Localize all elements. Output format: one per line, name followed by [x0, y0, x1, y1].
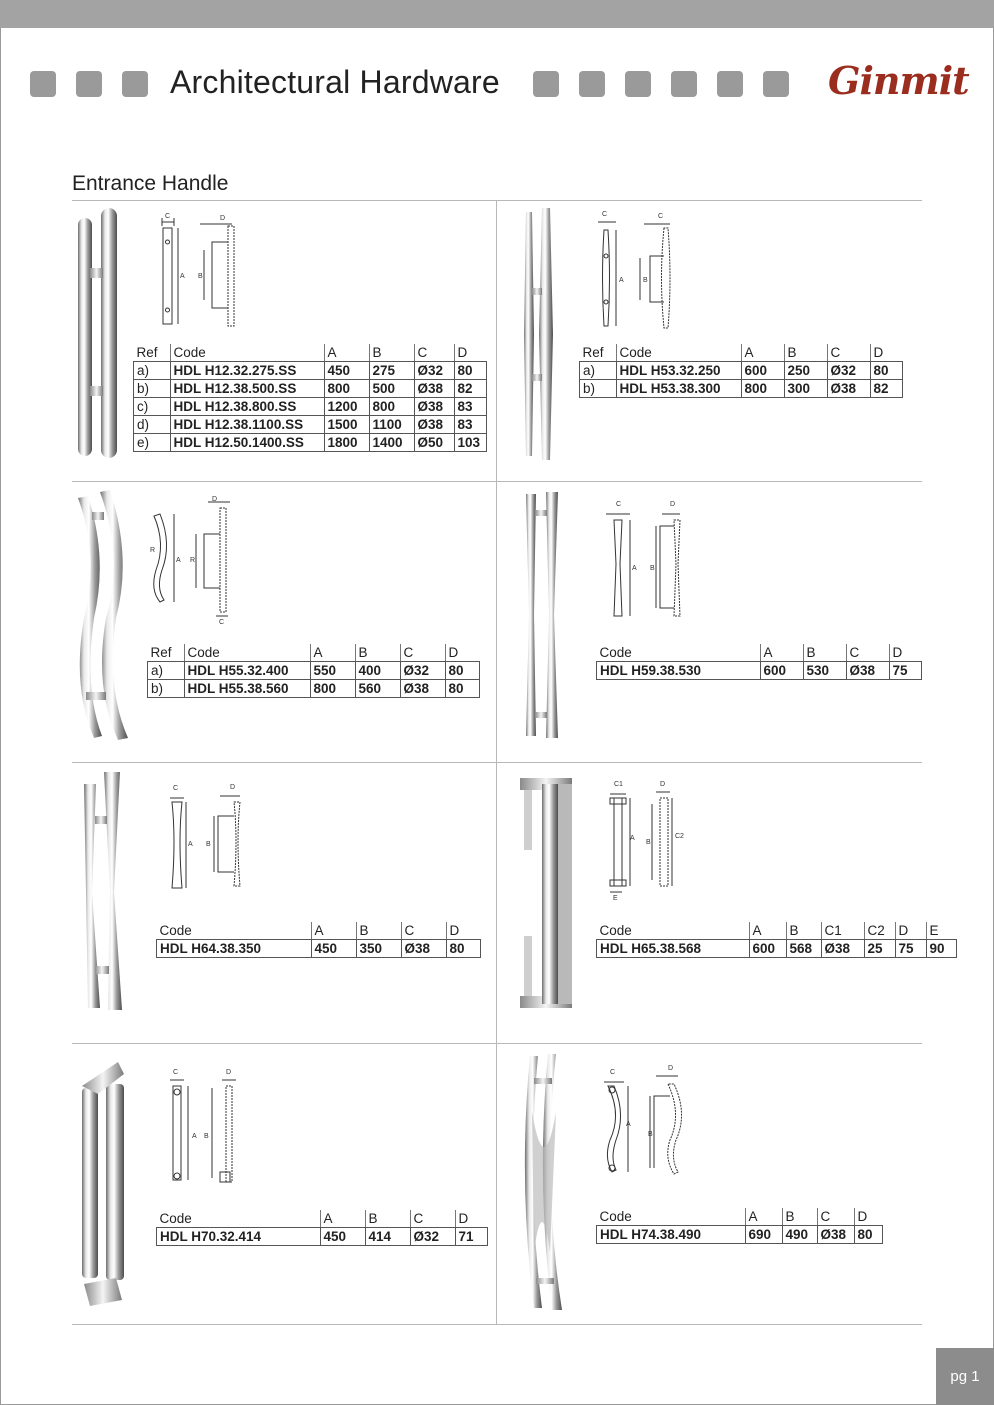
dim-label: C	[610, 1069, 616, 1076]
table-header: B	[369, 344, 414, 362]
dim-label: A	[180, 273, 185, 280]
table-cell: Ø38	[827, 380, 870, 398]
dim-label: A	[619, 277, 624, 284]
table-header: B	[355, 644, 400, 662]
dim-label: C	[658, 213, 664, 220]
table-header: D	[455, 1210, 488, 1228]
dimension-drawing	[160, 1066, 244, 1190]
table-cell: 1200	[324, 398, 369, 416]
table-header: Ref	[134, 344, 171, 362]
table-header-row	[597, 1208, 883, 1226]
dimension-drawing	[600, 778, 692, 902]
table-cell: 90	[926, 940, 957, 958]
table-cell: Ø38	[846, 662, 889, 680]
table-cell: 75	[889, 662, 922, 680]
table-cell: 82	[454, 380, 487, 398]
table-cell: 80	[445, 662, 480, 680]
spec-table	[133, 344, 487, 452]
divider	[72, 481, 922, 482]
table-header: C	[827, 344, 870, 362]
table-cell: a)	[148, 662, 185, 680]
handle-photo	[520, 1052, 568, 1312]
table-cell: c)	[134, 398, 171, 416]
table-header: Code	[616, 344, 741, 362]
table-cell: e)	[134, 434, 171, 452]
table-cell: HDL H64.38.350	[157, 940, 312, 958]
table-cell: HDL H12.38.1100.SS	[170, 416, 324, 434]
dim-label: A	[630, 835, 635, 842]
header-square	[30, 71, 56, 97]
spec-table	[579, 344, 903, 398]
table-row	[597, 1226, 883, 1244]
table-header: A	[760, 644, 803, 662]
dimension-drawing	[160, 780, 250, 896]
table-cell: Ø32	[400, 662, 445, 680]
table-cell: 550	[310, 662, 355, 680]
table-cell: Ø38	[414, 416, 454, 434]
table-cell: HDL H70.32.414	[157, 1228, 321, 1246]
dim-label: B	[648, 1131, 653, 1138]
divider	[72, 200, 922, 201]
dim-label: D	[220, 215, 226, 222]
table-cell: 450	[320, 1228, 365, 1246]
table-header: C1	[821, 922, 864, 940]
table-cell: Ø38	[401, 940, 446, 958]
table-header: B	[782, 1208, 817, 1226]
table-header: Code	[597, 644, 761, 662]
dimension-drawing	[598, 1064, 690, 1184]
table-cell: 450	[311, 940, 356, 958]
table-row	[148, 662, 480, 680]
table-header: Ref	[148, 644, 185, 662]
dim-label: D	[212, 496, 218, 503]
spec-table	[156, 922, 481, 958]
table-cell: 71	[455, 1228, 488, 1246]
dim-label: R	[150, 547, 156, 554]
handle-photo	[74, 206, 126, 458]
table-cell: Ø32	[414, 362, 454, 380]
page-number: pg 1	[936, 1348, 994, 1405]
table-cell: 83	[454, 398, 487, 416]
table-cell: 490	[782, 1226, 817, 1244]
table-header-row	[580, 344, 903, 362]
table-cell: Ø38	[414, 398, 454, 416]
header-square	[579, 71, 605, 97]
table-cell: 800	[741, 380, 784, 398]
table-cell: Ø32	[827, 362, 870, 380]
table-cell: HDL H12.38.500.SS	[170, 380, 324, 398]
divider	[72, 762, 922, 763]
dim-label: A	[176, 557, 181, 564]
table-row	[157, 940, 481, 958]
table-cell: a)	[134, 362, 171, 380]
table-header: D	[895, 922, 926, 940]
table-header-row	[157, 922, 481, 940]
dim-label: E	[613, 895, 618, 902]
table-header-row	[597, 922, 957, 940]
table-header: A	[320, 1210, 365, 1228]
header-square	[122, 71, 148, 97]
table-header-row	[157, 1210, 488, 1228]
table-header: A	[310, 644, 355, 662]
dimension-drawing	[148, 494, 238, 626]
table-cell: 75	[895, 940, 926, 958]
handle-photo	[74, 488, 134, 742]
table-header: Code	[170, 344, 324, 362]
header-square	[763, 71, 789, 97]
dimension-drawing	[592, 208, 682, 332]
table-header: B	[786, 922, 821, 940]
table-cell: HDL H12.50.1400.SS	[170, 434, 324, 452]
table-cell: b)	[148, 680, 185, 698]
dim-label: D	[668, 1065, 674, 1072]
spec-table	[156, 1210, 488, 1246]
dim-label: A	[192, 1133, 197, 1140]
dim-label: C1	[614, 781, 623, 788]
table-cell: 80	[870, 362, 903, 380]
table-cell: 80	[445, 680, 480, 698]
dim-label: C	[173, 785, 179, 792]
table-cell: b)	[134, 380, 171, 398]
table-cell: 103	[454, 434, 487, 452]
dim-label: A	[188, 841, 193, 848]
table-cell: 1800	[324, 434, 369, 452]
table-header: D	[454, 344, 487, 362]
table-header: A	[741, 344, 784, 362]
table-row	[580, 362, 903, 380]
divider	[496, 200, 497, 1324]
dim-label: C	[219, 619, 225, 626]
brand-logo: Ginmit	[828, 58, 969, 103]
table-header: E	[926, 922, 957, 940]
table-cell: 800	[324, 380, 369, 398]
spec-table	[147, 644, 480, 698]
dim-label: D	[670, 501, 676, 508]
table-cell: 250	[784, 362, 827, 380]
spec-table	[596, 922, 957, 958]
table-cell: HDL H12.32.275.SS	[170, 362, 324, 380]
dim-label: C	[602, 211, 608, 218]
table-row	[134, 416, 487, 434]
table-header: A	[749, 922, 786, 940]
dim-label: D	[660, 781, 666, 788]
table-cell: 350	[356, 940, 401, 958]
table-cell: 414	[365, 1228, 410, 1246]
table-cell: 568	[786, 940, 821, 958]
table-header: Code	[597, 922, 750, 940]
table-header: C	[410, 1210, 455, 1228]
handle-photo	[518, 776, 576, 1012]
table-cell: Ø50	[414, 434, 454, 452]
table-cell: 82	[870, 380, 903, 398]
dimension-drawing	[600, 498, 690, 622]
table-header: C2	[864, 922, 895, 940]
table-header: D	[889, 644, 922, 662]
table-cell: 25	[864, 940, 895, 958]
table-cell: HDL H12.38.800.SS	[170, 398, 324, 416]
table-cell: a)	[580, 362, 617, 380]
dim-label: C	[165, 213, 171, 220]
dim-label: C	[616, 501, 622, 508]
table-cell: HDL H74.38.490	[597, 1226, 746, 1244]
table-header: Code	[597, 1208, 746, 1226]
table-row	[134, 434, 487, 452]
table-cell: 80	[454, 362, 487, 380]
table-header: Code	[157, 1210, 321, 1228]
header-square	[76, 71, 102, 97]
dim-label: B	[650, 565, 655, 572]
table-row	[134, 380, 487, 398]
section-title: Entrance Handle	[72, 172, 229, 195]
table-cell: 1500	[324, 416, 369, 434]
table-header: C	[846, 644, 889, 662]
table-header: B	[784, 344, 827, 362]
table-cell: Ø38	[821, 940, 864, 958]
handle-photo	[512, 206, 562, 462]
dimension-drawing	[152, 212, 242, 330]
table-cell: b)	[580, 380, 617, 398]
divider	[72, 1324, 922, 1325]
handle-photo	[76, 1058, 132, 1308]
dim-label: B	[198, 273, 203, 280]
table-header: D	[870, 344, 903, 362]
table-header: A	[745, 1208, 782, 1226]
table-header-row	[597, 644, 922, 662]
header-square	[717, 71, 743, 97]
table-header: A	[311, 922, 356, 940]
table-row	[580, 380, 903, 398]
table-header: C	[817, 1208, 854, 1226]
top-bar	[0, 0, 994, 28]
table-row	[134, 362, 487, 380]
table-cell: 500	[369, 380, 414, 398]
table-row	[148, 680, 480, 698]
table-cell: HDL H65.38.568	[597, 940, 750, 958]
table-header-row	[134, 344, 487, 362]
dim-label: C	[173, 1069, 179, 1076]
table-cell: Ø38	[400, 680, 445, 698]
table-cell: Ø32	[410, 1228, 455, 1246]
table-header: Ref	[580, 344, 617, 362]
table-cell: Ø38	[414, 380, 454, 398]
table-cell: HDL H53.38.300	[616, 380, 741, 398]
table-header: B	[803, 644, 846, 662]
dim-label: R	[190, 557, 196, 564]
table-header: D	[445, 644, 480, 662]
table-header: D	[446, 922, 481, 940]
table-cell: Ø38	[817, 1226, 854, 1244]
table-header: C	[400, 644, 445, 662]
header-square	[533, 71, 559, 97]
table-cell: 275	[369, 362, 414, 380]
table-cell: HDL H55.32.400	[184, 662, 310, 680]
table-header: A	[324, 344, 369, 362]
table-cell: 300	[784, 380, 827, 398]
dim-label: B	[206, 841, 211, 848]
header-square	[625, 71, 651, 97]
table-row	[134, 398, 487, 416]
dim-label: B	[204, 1133, 209, 1140]
spec-table	[596, 1208, 883, 1244]
table-cell: 800	[310, 680, 355, 698]
table-cell: 1400	[369, 434, 414, 452]
table-cell: HDL H55.38.560	[184, 680, 310, 698]
table-header: D	[854, 1208, 883, 1226]
dim-label: B	[646, 839, 651, 846]
dim-label: D	[226, 1069, 232, 1076]
table-cell: 600	[760, 662, 803, 680]
table-row	[597, 940, 957, 958]
table-header-row	[148, 644, 480, 662]
table-row	[157, 1228, 488, 1246]
dim-label: C2	[675, 833, 684, 840]
divider	[72, 1043, 922, 1044]
table-header: Code	[184, 644, 310, 662]
table-row	[597, 662, 922, 680]
table-cell: HDL H53.32.250	[616, 362, 741, 380]
dim-label: D	[230, 784, 236, 791]
page-title: Architectural Hardware	[170, 64, 500, 100]
spec-table	[596, 644, 922, 680]
table-cell: 400	[355, 662, 400, 680]
table-header: C	[401, 922, 446, 940]
table-cell: 690	[745, 1226, 782, 1244]
table-header: Code	[157, 922, 312, 940]
table-cell: HDL H59.38.530	[597, 662, 761, 680]
table-header: B	[356, 922, 401, 940]
table-header: B	[365, 1210, 410, 1228]
handle-photo	[520, 490, 568, 740]
table-cell: 450	[324, 362, 369, 380]
table-cell: 80	[446, 940, 481, 958]
table-cell: 800	[369, 398, 414, 416]
dim-label: B	[643, 277, 648, 284]
table-header: C	[414, 344, 454, 362]
table-cell: 530	[803, 662, 846, 680]
table-cell: 600	[749, 940, 786, 958]
table-cell: 560	[355, 680, 400, 698]
handle-photo	[80, 770, 130, 1014]
dim-label: A	[632, 565, 637, 572]
table-cell: 600	[741, 362, 784, 380]
table-cell: 1100	[369, 416, 414, 434]
table-cell: d)	[134, 416, 171, 434]
header-square	[671, 71, 697, 97]
dim-label: A	[626, 1121, 631, 1128]
table-cell: 80	[854, 1226, 883, 1244]
table-cell: 83	[454, 416, 487, 434]
